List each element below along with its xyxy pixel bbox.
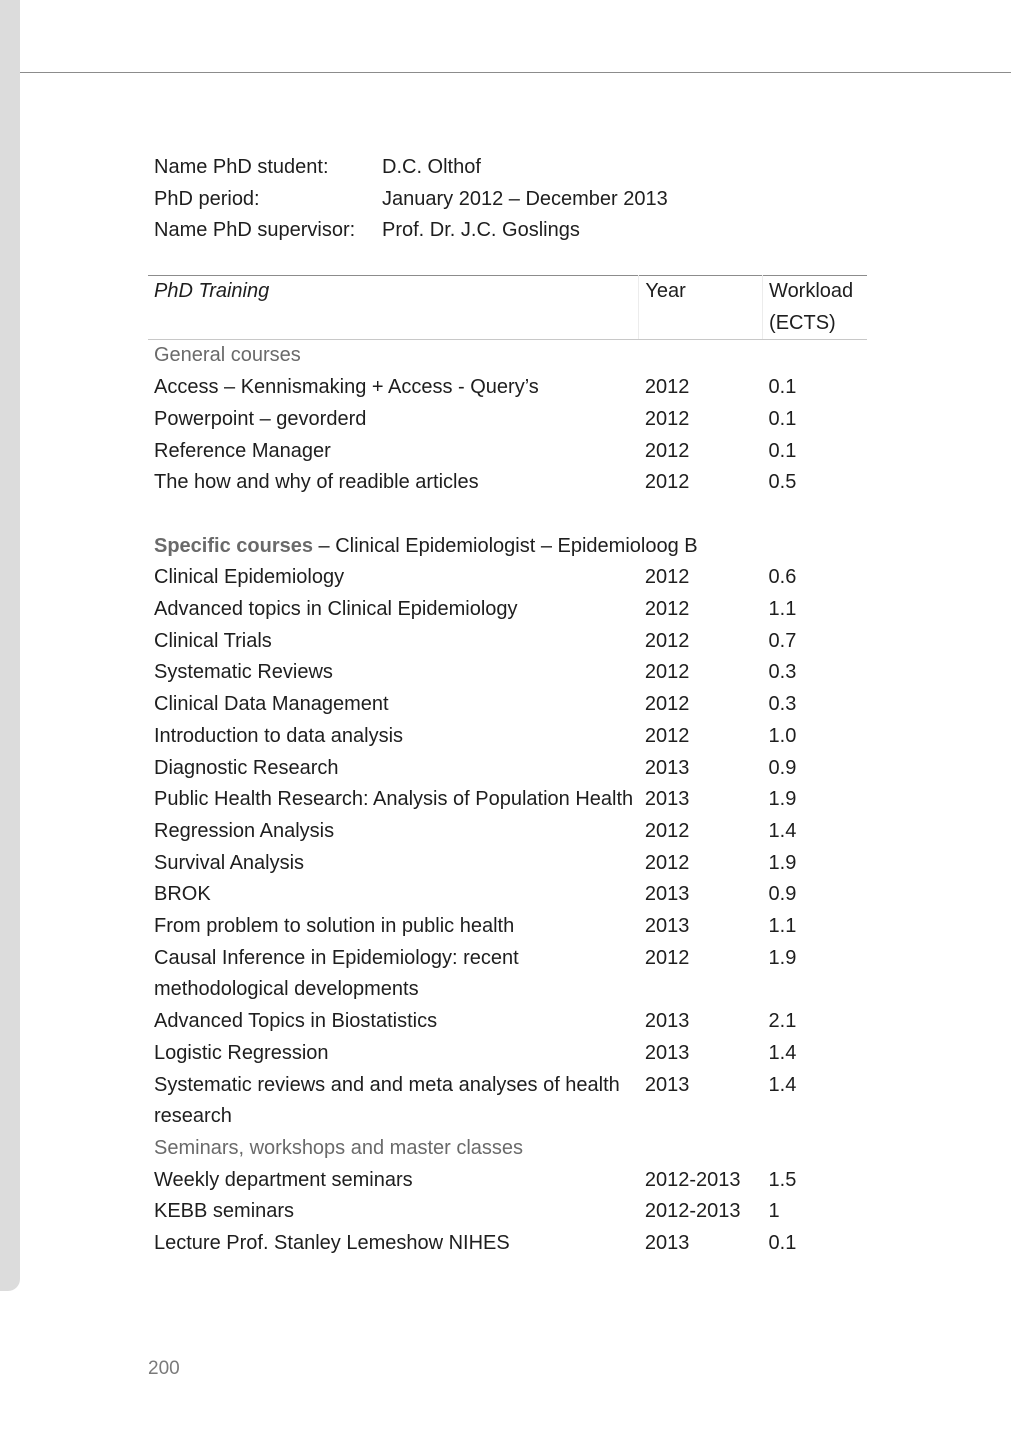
course-year: 2013 — [644, 1232, 690, 1255]
student-info — [154, 152, 668, 247]
phd-period-label: PhD period: — [154, 187, 260, 210]
table-row — [148, 594, 867, 626]
table-row — [148, 689, 867, 721]
supervisor-label: Name PhD supervisor: — [154, 219, 356, 242]
section-specific-title: Specific courses — [154, 534, 313, 557]
course-year: 2012 — [644, 407, 690, 430]
course-ects: 0.7 — [768, 629, 797, 652]
table-row — [148, 436, 867, 468]
course-ects: 1.4 — [768, 1041, 797, 1064]
table-row — [148, 1165, 867, 1197]
table-row — [148, 562, 867, 594]
course-year: 2012 — [644, 566, 690, 589]
table-row — [148, 1070, 867, 1133]
table-row — [148, 467, 867, 499]
course-year: 2013 — [644, 1010, 690, 1033]
course-name: KEBB seminars — [154, 1200, 295, 1223]
course-year: 2012-2013 — [644, 1168, 741, 1191]
course-year: 2013 — [644, 883, 690, 906]
header-workload-line1: Workload — [769, 280, 854, 302]
course-ects: 0.6 — [768, 566, 797, 589]
course-name: Advanced topics in Clinical Epidemiology — [154, 598, 518, 621]
supervisor-row — [154, 215, 668, 247]
course-name: Systematic Reviews — [154, 661, 333, 684]
table-row — [148, 404, 867, 436]
header-phd-training: PhD Training — [148, 276, 639, 340]
course-ects: 0.9 — [768, 883, 797, 906]
table-row — [148, 753, 867, 785]
section-general-courses: General courses — [154, 344, 301, 367]
course-ects: 1.0 — [768, 724, 797, 747]
student-name-value: D.C. Olthof — [382, 156, 481, 178]
course-year: 2012 — [644, 724, 690, 747]
course-name: Powerpoint – gevorderd — [154, 407, 367, 430]
course-ects: 1.1 — [768, 598, 797, 621]
section-specific-courses — [148, 531, 867, 563]
header-workload-line2: (ECTS) — [769, 311, 836, 334]
course-year: 2013 — [644, 756, 690, 779]
section-row — [148, 340, 867, 372]
table-row — [148, 911, 867, 943]
course-year: 2012 — [644, 693, 690, 716]
course-name: Introduction to data analysis — [154, 724, 404, 747]
table-row — [148, 1228, 867, 1260]
page-edge-tab — [0, 0, 20, 1291]
course-ects: 0.5 — [768, 471, 797, 494]
course-ects: 0.1 — [768, 407, 797, 430]
course-year: 2013 — [644, 915, 690, 938]
course-year: 2012 — [644, 629, 690, 652]
table-row — [148, 721, 867, 753]
course-name: From problem to solution in public health — [154, 915, 515, 938]
table-row — [148, 848, 867, 880]
phd-training-table — [148, 275, 867, 1260]
course-name: Regression Analysis — [154, 819, 335, 842]
course-year: 2012 — [644, 598, 690, 621]
course-year: 2013 — [644, 1073, 690, 1096]
course-ects: 0.1 — [768, 1232, 797, 1255]
course-ects: 2.1 — [768, 1010, 797, 1033]
course-name: Public Health Research: Analysis of Population Health — [154, 788, 634, 811]
course-name: Diagnostic Research — [154, 756, 339, 779]
course-name: Logistic Regression — [154, 1041, 329, 1064]
table-row — [148, 1006, 867, 1038]
student-name-row — [154, 152, 668, 184]
course-name: BROK — [154, 883, 211, 906]
course-name: Clinical Trials — [154, 629, 272, 652]
course-ects: 0.1 — [768, 376, 797, 399]
section-seminars: Seminars, workshops and master classes — [154, 1136, 524, 1159]
course-year: 2012 — [644, 471, 690, 494]
course-name: Access – Kennismaking + Access - Query’s — [154, 376, 539, 399]
table-row — [148, 1038, 867, 1070]
course-ects: 1.4 — [768, 819, 797, 842]
table-row — [148, 879, 867, 911]
header-rule — [20, 72, 1011, 73]
table-row — [148, 943, 867, 1006]
course-ects: 0.3 — [768, 661, 797, 684]
course-year: 2012 — [644, 376, 690, 399]
course-name: Advanced Topics in Biostatistics — [154, 1010, 438, 1033]
course-year: 2013 — [644, 1041, 690, 1064]
course-year: 2012 — [644, 819, 690, 842]
course-name: Survival Analysis — [154, 851, 305, 874]
course-year: 2012-2013 — [644, 1200, 741, 1223]
course-name: Clinical Data Management — [154, 693, 389, 716]
section-row — [148, 531, 867, 563]
spacer-cell — [148, 499, 867, 531]
table-header-row — [148, 276, 867, 340]
section-row — [148, 1133, 867, 1165]
table-row — [148, 657, 867, 689]
course-ects: 1.4 — [768, 1073, 797, 1096]
table-row — [148, 372, 867, 404]
student-name-label: Name PhD student: — [154, 156, 329, 178]
spacer-row — [148, 499, 867, 531]
course-year: 2012 — [644, 661, 690, 684]
course-year: 2012 — [644, 439, 690, 462]
table-row — [148, 816, 867, 848]
course-ects: 1 — [768, 1200, 780, 1223]
course-name: Causal Inference in Epidemiology: recent methodological developments — [154, 946, 519, 1001]
course-ects: 1.9 — [768, 788, 797, 811]
page-number: 200 — [148, 1358, 180, 1379]
table-row — [148, 1196, 867, 1228]
course-year: 2012 — [644, 946, 690, 969]
course-year: 2013 — [644, 788, 690, 811]
course-name: Clinical Epidemiology — [154, 566, 345, 589]
course-name: Weekly department seminars — [154, 1168, 413, 1191]
course-ects: 0.3 — [768, 693, 797, 716]
header-year: Year — [639, 276, 763, 340]
course-ects: 1.1 — [768, 915, 797, 938]
course-year: 2012 — [644, 851, 690, 874]
course-ects: 1.9 — [768, 946, 797, 969]
course-name: The how and why of readible articles — [154, 471, 479, 494]
table-row — [148, 784, 867, 816]
phd-period-value: January 2012 – December 2013 — [382, 187, 668, 210]
course-name: Reference Manager — [154, 439, 331, 462]
course-ects: 1.5 — [768, 1168, 797, 1191]
course-ects: 0.9 — [768, 756, 797, 779]
course-ects: 1.9 — [768, 851, 797, 874]
header-workload — [763, 276, 867, 340]
course-ects: 0.1 — [768, 439, 797, 462]
section-specific-subtitle: – Clinical Epidemiologist – Epidemioloog B — [312, 534, 698, 557]
phd-period-row — [154, 184, 668, 216]
course-name: Systematic reviews and and meta analyses of health research — [154, 1073, 620, 1128]
table-row — [148, 626, 867, 658]
supervisor-value: Prof. Dr. J.C. Goslings — [382, 219, 580, 242]
course-name: Lecture Prof. Stanley Lemeshow NIHES — [154, 1232, 510, 1255]
